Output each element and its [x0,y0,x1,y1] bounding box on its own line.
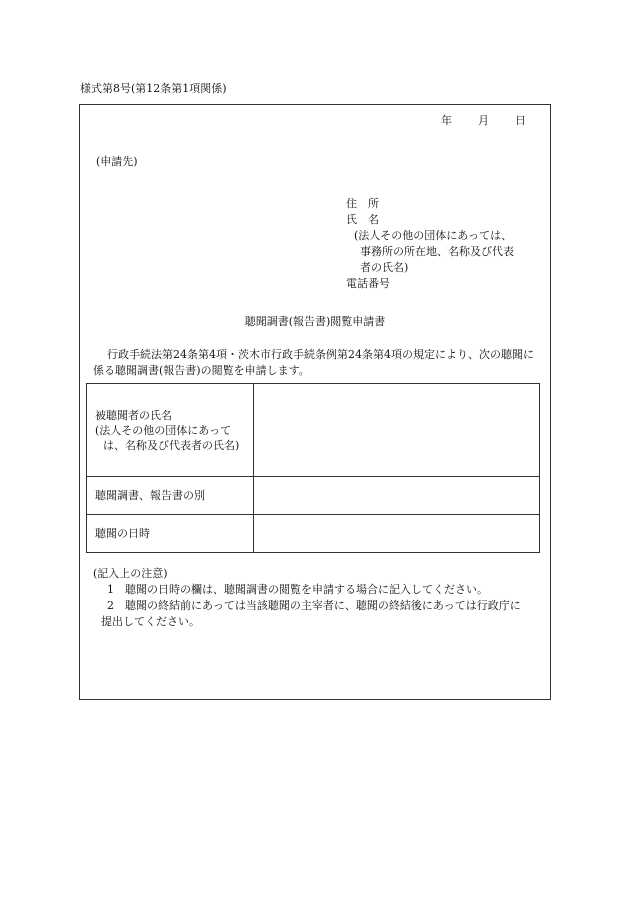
applicant-name-label: 氏 名 [346,213,379,226]
record-type-field[interactable] [254,477,540,515]
record-type-label: 聴聞調書、報告書の別 [87,477,254,515]
applicant-address-label: 住 所 [346,197,379,210]
applicant-phone-label: 電話番号 [346,277,390,290]
application-table [86,383,540,553]
note-item-2-line1: 2 聴聞の終結前にあっては当該聴聞の主宰者に、聴聞の終結後にあっては行政庁に [107,599,521,612]
request-statement-line2: 係る聴聞調書(報告書)の閲覧を申請します。 [93,364,310,377]
applicant-block [346,196,514,292]
request-statement [93,347,549,379]
form-number-label: 様式第8号(第12条第1項関係) [80,82,227,95]
applicant-note-line1: (法人その他の団体にあっては、 [354,229,513,242]
note-item-1: 1 聴聞の日時の欄は、聴聞調書の閲覧を申請する場合に記入してください。 [107,583,488,596]
applicant-note-line3: 者の氏名) [360,261,409,274]
date-row [441,112,526,128]
hearing-party-name-field[interactable] [254,384,540,477]
hearing-party-name-label [87,384,254,477]
notes-section [93,566,549,630]
date-year: 年 [441,114,452,127]
table-row [87,384,540,477]
notes-heading: (記入上の注意) [93,567,168,580]
applicant-note-line2: 事務所の所在地、名称及び代表 [360,245,514,258]
hearing-datetime-label: 聴聞の日時 [87,515,254,553]
request-statement-line1: 行政手続法第24条第4項・茨木市行政手続条例第24条第4項の規定により、次の聴聞に [107,348,534,361]
hearing-party-label-line3: は、名称及び代表者の氏名) [103,438,240,452]
hearing-party-label-line1: 被聴聞者の氏名 [95,408,172,422]
table-row [87,477,540,515]
date-month: 月 [478,114,489,127]
table-row [87,515,540,553]
hearing-datetime-field[interactable] [254,515,540,553]
addressee-label: (申請先) [96,155,138,168]
note-item-2-line2: 提出してください。 [101,615,200,628]
form-title: 聴聞調書(報告書)閲覧申請書 [244,315,386,328]
date-day: 日 [515,114,526,127]
hearing-party-label-line2: (法人その他の団体にあって [95,423,232,437]
